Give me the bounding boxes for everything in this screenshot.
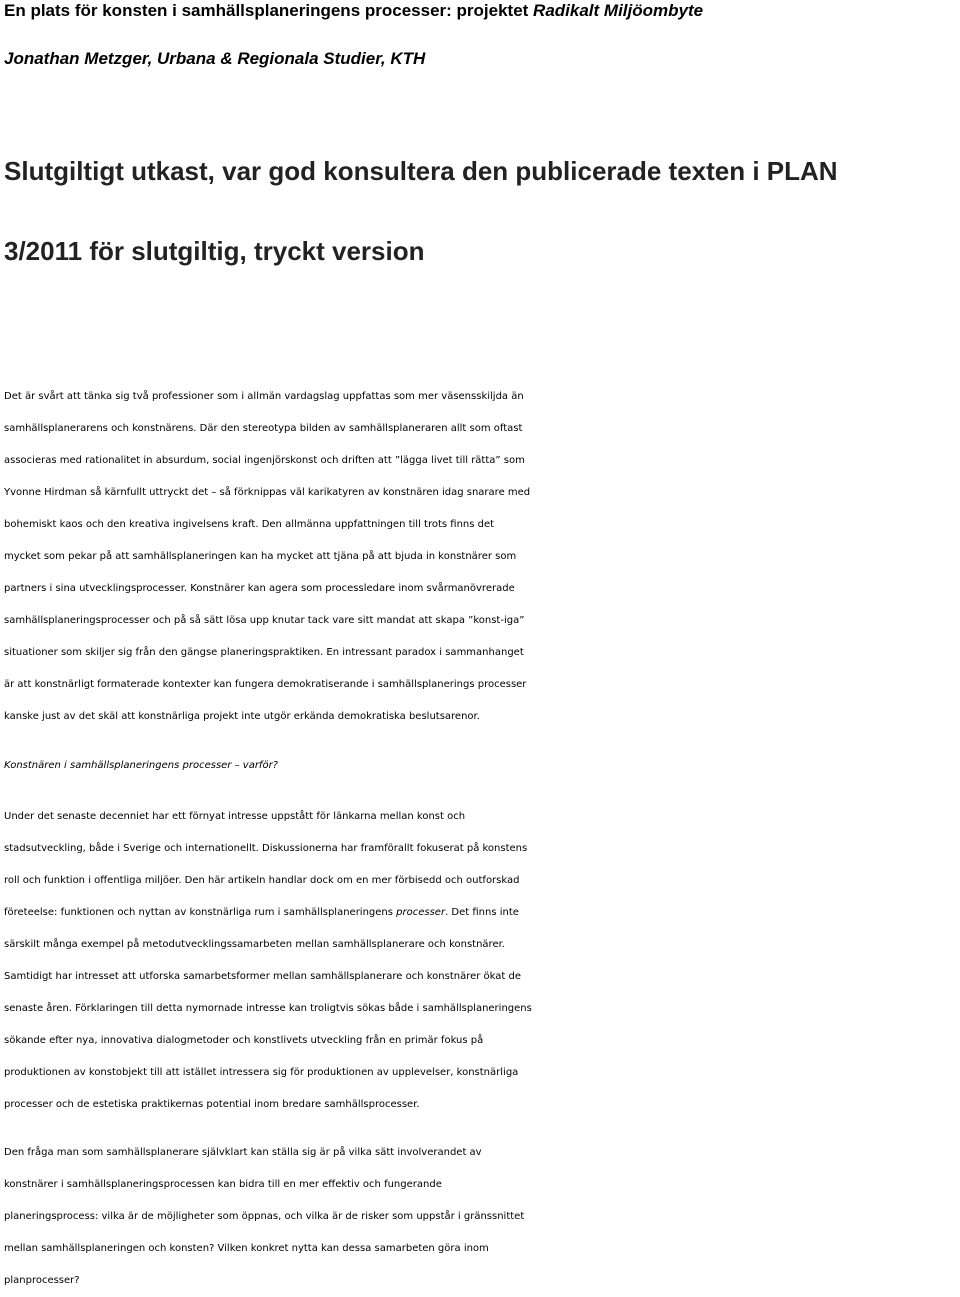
text-segment: företeelse: funktionen och nyttan av konstnärliga rum i samhällsplaneringens: [4, 907, 397, 918]
text-line: är att konstnärligt formaterade kontexter kan fungera demokratiserande i samhällsplanerings processer: [4, 679, 527, 690]
text-line: processer och de estetiska praktikernas potential inom bredare samhällsprocesser.: [4, 1099, 420, 1110]
text-line: stadsutveckling, både i Sverige och internationellt. Diskussionerna har framförallt fokuserat på konstens: [4, 843, 528, 854]
text-line-mixed: [4, 897, 956, 929]
text-line: produktionen av konstobjekt till att istället intressera sig för produktionen av upplevelser, konstnärliga: [4, 1067, 519, 1078]
text-line: konstnärer i samhällsplaneringsprocessen kan bidra till en mer effektiv och fungerande: [4, 1179, 442, 1190]
text-line: planeringsprocess: vilka är de möjligheter som öppnas, och vilka är de risker som uppstår i gränssnittet: [4, 1211, 525, 1222]
text-line: samhällsplaneringsprocesser och på så sätt lösa upp knutar tack vare sitt mandat att skapa ”konst-iga”: [4, 615, 525, 626]
body-paragraph-2: [4, 1137, 956, 1297]
text-line: Det är svårt att tänka sig två professioner som i allmän vardagslag uppfattas som mer väsensskiljda än: [4, 391, 524, 402]
text-line: samhällsplanerarens och konstnärens. Där den stereotypa bilden av samhällsplaneraren allt som oftast: [4, 423, 523, 434]
project-name: Radikalt Miljöombyte: [533, 1, 704, 20]
text-line: Under det senaste decenniet har ett förnyat intresse uppstått för länkarna mellan konst och: [4, 811, 466, 822]
text-line: partners i sina utvecklingsprocesser. Konstnärer kan agera som processledare inom svårmanövrerade: [4, 583, 515, 594]
text-line: associeras med rationalitet in absurdum, social ingenjörskonst och driften att ”lägga livet till rätta” som: [4, 455, 525, 466]
text-line: roll och funktion i offentliga miljöer. Den här artikeln handlar dock om en mer förbisedd och outforskad: [4, 875, 520, 886]
text-line: kanske just av det skäl att konstnärliga projekt inte utgör erkända demokratiska beslutsarenor.: [4, 711, 480, 722]
text-line: Yvonne Hirdman så kärnfullt uttryckt det – så förknippas väl karikatyren av konstnären idag snarare med: [4, 487, 531, 498]
article-header: [4, 0, 703, 22]
emphasized-word: processer: [396, 907, 446, 918]
text-line: situationer som skiljer sig från den gängse planeringspraktiken. En intressant paradox i sammanhanget: [4, 647, 524, 658]
text-line: mellan samhällsplaneringen och konsten? Vilken konkret nytta kan dessa samarbeten göra inom: [4, 1243, 489, 1254]
body-paragraph-1: [4, 801, 956, 1121]
page-title-line-2: 3/2011 för slutgiltig, tryckt version: [4, 236, 425, 266]
page-title-line-1: Slutgiltigt utkast, var god konsultera den publicerade texten i PLAN: [4, 156, 838, 186]
text-segment: . Det finns inte: [445, 907, 519, 918]
text-line: mycket som pekar på att samhällsplaneringen kan ha mycket att tjäna på att bjuda in konstnärer som: [4, 551, 517, 562]
author-line: Jonathan Metzger, Urbana & Regionala Studier, KTH: [4, 49, 426, 68]
text-line: senaste åren. Förklaringen till detta nymornade intresse kan troligtvis sökas både i samhällsplaneringens: [4, 1003, 532, 1014]
section-heading: Konstnären i samhällsplaneringens processer – varför?: [4, 760, 278, 771]
intro-paragraph: [4, 381, 956, 733]
text-line: Samtidigt har intresset att utforska samarbetsformer mellan samhällsplanerare och konstnärer ökat de: [4, 971, 522, 982]
article-header-text: En plats för konsten i samhällsplaneringens processer: projektet: [4, 1, 534, 20]
text-line: särskilt många exempel på metodutvecklingssamarbeten mellan samhällsplanerare och konstnärer.: [4, 939, 505, 950]
text-line: bohemiskt kaos och den kreativa ingivelsens kraft. Den allmänna uppfattningen till trots finns det: [4, 519, 495, 530]
text-line: Den fråga man som samhällsplanerare självklart kan ställa sig är på vilka sätt involverandet av: [4, 1147, 482, 1158]
text-line: planprocesser?: [4, 1275, 80, 1286]
text-line: sökande efter nya, innovativa dialogmetoder och konstlivets utveckling från en primär fokus på: [4, 1035, 484, 1046]
